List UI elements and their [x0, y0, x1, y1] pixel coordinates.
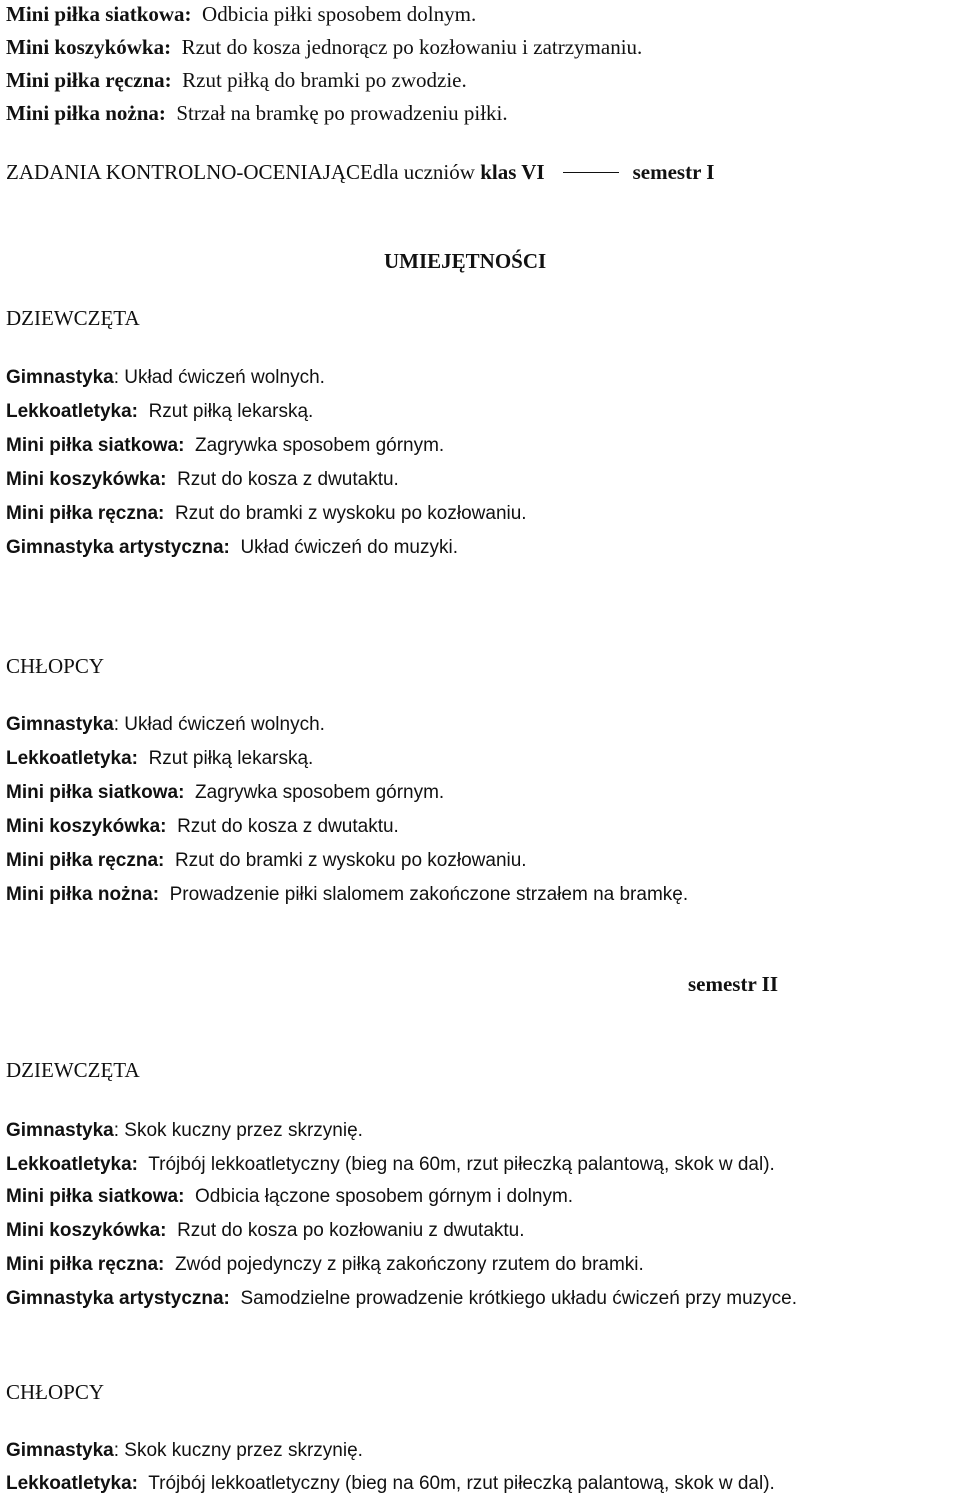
skills-title: UMIEJĘTNOŚCI	[384, 249, 547, 273]
task-text: Rzut do kosza z dwutaktu.	[177, 469, 399, 490]
list-item	[6, 37, 642, 58]
task-text: Rzut piłką lekarską.	[148, 401, 314, 422]
discipline-label: Mini piłka ręczna:	[6, 503, 165, 524]
list-item	[6, 4, 476, 25]
dash-line	[563, 172, 619, 173]
list-item	[6, 1441, 363, 1460]
discipline-label: Mini piłka siatkowa:	[6, 1186, 185, 1207]
list-item	[6, 70, 467, 91]
discipline-label: Lekkoatletyka:	[6, 748, 139, 769]
task-text: : Układ ćwiczeń wolnych.	[113, 714, 325, 735]
boys-section-title: CHŁOPCY	[6, 654, 105, 678]
task-text: Odbicia piłki sposobem dolnym.	[202, 2, 477, 26]
list-item	[6, 749, 313, 768]
task-text: Zwód pojedynczy z piłką zakończony rzutem do bramki.	[174, 1254, 644, 1275]
task-text: Trójbój lekkoatletyczny (bieg na 60m, rzut piłeczką palantową, skok w dal).	[148, 1473, 775, 1494]
list-item	[6, 1289, 797, 1308]
document-heading	[6, 162, 714, 183]
semester-label: semestr I	[632, 160, 715, 184]
task-text: Rzut do kosza po kozłowaniu z dwutaktu.	[177, 1220, 525, 1241]
list-item	[6, 1187, 573, 1206]
list-item	[6, 885, 688, 904]
discipline-label: Mini piłka nożna:	[6, 101, 166, 125]
list-item	[6, 470, 399, 489]
discipline-label: Gimnastyka artystyczna:	[6, 537, 230, 558]
discipline-label: Gimnastyka	[6, 1120, 114, 1141]
heading-prefix: ZADANIA KONTROLNO-OCENIAJĄCEdla uczniów	[6, 160, 475, 184]
discipline-label: Gimnastyka artystyczna:	[6, 1288, 230, 1309]
discipline-label: Mini koszykówka:	[6, 1220, 167, 1241]
task-text: Rzut do bramki z wyskoku po kozłowaniu.	[174, 503, 527, 524]
list-item	[6, 402, 313, 421]
semester-label: semestr II	[688, 972, 779, 996]
list-item	[6, 1121, 363, 1140]
list-item	[6, 817, 399, 836]
list-item	[6, 436, 444, 455]
discipline-label: Mini koszykówka:	[6, 35, 172, 59]
list-item	[6, 851, 527, 870]
task-text: Rzut do bramki z wyskoku po kozłowaniu.	[174, 850, 527, 871]
discipline-label: Mini piłka ręczna:	[6, 1254, 165, 1275]
list-item	[6, 368, 325, 387]
list-item	[6, 504, 527, 523]
girls-section-title: DZIEWCZĘTA	[6, 1058, 140, 1082]
discipline-label: Gimnastyka	[6, 367, 114, 388]
girls-section-title: DZIEWCZĘTA	[6, 306, 140, 330]
discipline-label: Gimnastyka	[6, 1440, 114, 1461]
task-text: Rzut piłką lekarską.	[148, 748, 314, 769]
task-text: Zagrywka sposobem górnym.	[195, 435, 445, 456]
discipline-label: Mini piłka ręczna:	[6, 850, 165, 871]
task-text: Prowadzenie piłki slalomem zakończone strzałem na bramkę.	[169, 884, 689, 905]
task-text: Zagrywka sposobem górnym.	[195, 782, 445, 803]
discipline-label: Mini piłka siatkowa:	[6, 435, 185, 456]
task-text: Samodzielne prowadzenie krótkiego układu ćwiczeń przy muzyce.	[240, 1288, 798, 1309]
task-text: : Skok kuczny przez skrzynię.	[113, 1120, 363, 1141]
list-item	[6, 538, 458, 557]
task-text: Strzał na bramkę po prowadzeniu piłki.	[176, 101, 508, 125]
list-item	[6, 103, 508, 124]
discipline-label: Mini koszykówka:	[6, 816, 167, 837]
boys-section-title: CHŁOPCY	[6, 1380, 105, 1404]
discipline-label: Mini piłka ręczna:	[6, 68, 172, 92]
task-text: Trójbój lekkoatletyczny (bieg na 60m, rzut piłeczką palantową, skok w dal).	[148, 1154, 775, 1175]
discipline-label: Lekkoatletyka:	[6, 401, 139, 422]
task-text: Rzut piłką do bramki po zwodzie.	[182, 68, 467, 92]
task-text: Rzut do kosza z dwutaktu.	[177, 816, 399, 837]
task-text: Układ ćwiczeń do muzyki.	[240, 537, 458, 558]
task-text: Rzut do kosza jednorącz po kozłowaniu i zatrzymaniu.	[181, 35, 643, 59]
list-item	[6, 1474, 775, 1493]
task-text: : Układ ćwiczeń wolnych.	[113, 367, 325, 388]
list-item	[6, 783, 444, 802]
list-item	[6, 1155, 775, 1174]
discipline-label: Mini koszykówka:	[6, 469, 167, 490]
list-item	[6, 1221, 525, 1240]
task-text: Odbicia łączone sposobem górnym i dolnym.	[195, 1186, 574, 1207]
discipline-label: Mini piłka siatkowa:	[6, 2, 192, 26]
discipline-label: Lekkoatletyka:	[6, 1154, 139, 1175]
list-item	[6, 715, 325, 734]
list-item	[6, 1255, 644, 1274]
discipline-label: Mini piłka siatkowa:	[6, 782, 185, 803]
discipline-label: Lekkoatletyka:	[6, 1473, 139, 1494]
class-label: klas VI	[480, 160, 545, 184]
task-text: : Skok kuczny przez skrzynię.	[113, 1440, 363, 1461]
discipline-label: Gimnastyka	[6, 714, 114, 735]
discipline-label: Mini piłka nożna:	[6, 884, 160, 905]
